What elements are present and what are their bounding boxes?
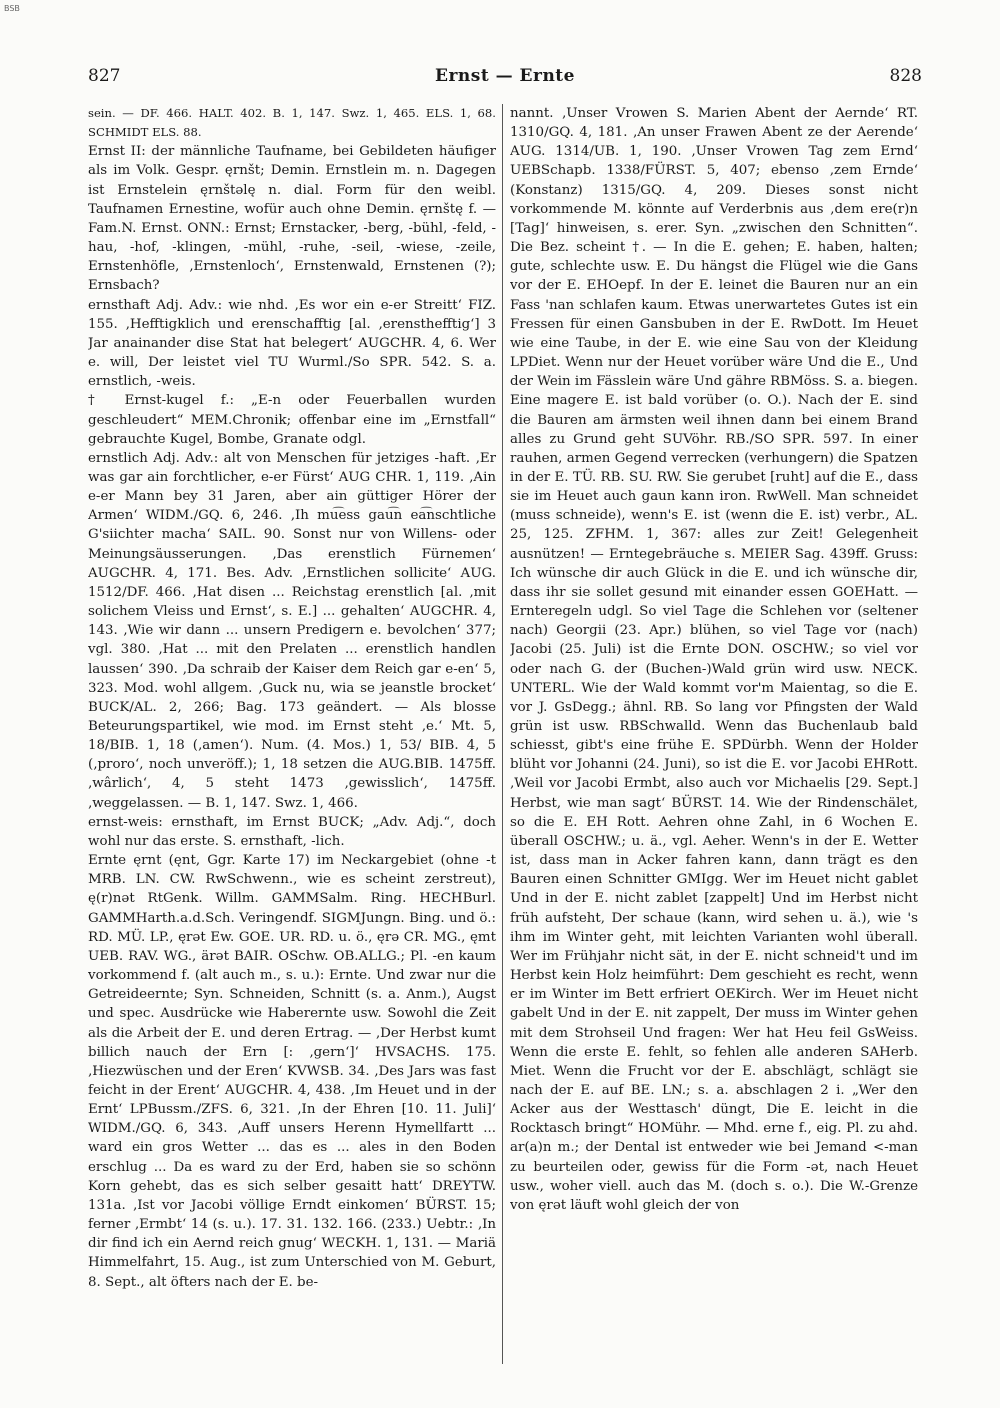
left-column — [88, 104, 496, 1366]
running-headword: Ernst — Ernte — [435, 66, 575, 86]
left-paragraph: ernsthaft Adj. Adv.: wie nhd. ‚Es wor ein e-er Streitt‘ FIZ. 155. ‚Hefftigklich und erenschafftig [al. ‚erensthefftig‘] 3 Jar anainander dise Stat hat belegert‘ AUGCHR. 4, 6. Wer e. will, Der leistet viel TU Wurml./So SPR. 542. S. a. ernstlich, -weis. — [88, 297, 496, 390]
left-paragraph: ernst-weis: ernsthaft, im Ernst BUCK; „Adv. Adj.“, doch wohl nur das erste. S. ernsthaft, -lich. — [88, 814, 496, 849]
column-divider — [502, 104, 503, 1364]
left-paragraph: † Ernst-kugel f.: „E-n oder Feuerballen wurden geschleudert“ MEM.Chronik; offenbar eine im „Ernstfall“ gebrauchte Kugel, Bombe, Granate odgl. — [88, 393, 496, 447]
page-number-right: 828 — [889, 66, 922, 86]
left-paragraph: Ernte ęrnt (ęnt, Ggr. Karte 17) im Neckargebiet (ohne -t MRB. LN. CW. RwSchwenn., wie es scheint zerstreut), ę(r)nət RtGenk. Willm. GAMMSalm. Ring. HECHBurl. GAMMHarth.a.d.Sch. Veringendf. SIGMJungn. Bing. und ö.: RD. MÜ. LP., ęrət Ew. GOE. UR. RD. u. ö., ęrə CR. MG., ęmt UEB. RAV. WG., ärət BAIR. OSchw. OB.ALLG.; Pl. -en kaum vorkommend f. (alt auch m., s. u.): Ernte. Und zwar nur die Getreideernte; Syn. Schneiden, Schnitt (s. a. Anm.), Augst und spec. Ausdrücke wie Haberernte usw. Sowohl die Zeit als die Arbeit der E. und deren Ertrag. — ‚Der Herbst kumt billich nauch der Ern [: ‚gern‘]‘ HVSACHS. 175. ‚Hiezwüschen und der Eren‘ KVWSB. 34. ‚Des Jars was fast feicht in der Erent‘ AUGCHR. 4, 438. ‚Im Heuet und in der Ernt‘ LPBussm./ZFS. 6, 321. ‚In der Ehren [10. 11. Juli]‘ WIDM./GQ. 6, 343. ‚Auff unsers Herenn Hymellfartt ... ward ein gros Wetter ... das es ... ales in den Boden erschlug ... Da es ward zu der Erd, haben sie so schönn Korn gehebt, das es sich selber gesaitt hatt‘ DREYTW. 131a. ‚Ist vor Jacobi völlige Erndt einkomen‘ BÜRST. 15; ferner ‚Ermbt‘ 14 (s. u.). 17. 31. 132. 166. (233.) Uebtr.: ‚In dir find ich ein Aernd reich gnug‘ WECKH. 1, 131. — Mariä Himmelfahrt, 15. Aug., ist zum Unterschied von M. Geburt, 8. Sept., alt öfters nach der E. be- — [88, 853, 496, 1290]
running-head — [88, 66, 922, 90]
library-stamp: BSB — [4, 4, 20, 13]
left-paragraph: Ernst II: der männliche Taufname, bei Gebildeten häufiger als im Volk. Gespr. ęrnšt; Demin. Ernstlein m. n. Dagegen ist Ernstelein ęrnštəlę n. dial. Form für den weibl. Taufnamen Ernestine, wofür auch ohne Demin. ęrnštę f. — Fam.N. Ernst. ONN.: Ernst; Ernstacker, -berg, -bühl, -feld, -hau, -hof, -klingen, -mühl, -ruhe, -seil, -wiese, -zeile, Ernstenhöfle, ‚Ernstenloch‘, Ernstenwald, Ernstenen (?); Ernsbach? — [88, 144, 496, 294]
left-paragraph: ernstlich Adj. Adv.: alt von Menschen für jetziges -haft. ‚Er was gar ain forchtlicher, e-er Fürst‘ AUG CHR. 1, 119. ‚Ain e-er Mann bey 31 Jaren, aber ain güttiger Hörer der Armen‘ WIDM./GQ. 6, 246. ‚Ih mu͡ess gau͡n ea͡nschtliche G'siichter macha‘ SAIL. 90. Sonst nur von Willens- oder Meinungsäusserungen. ‚Das erenstlich Fürnemen‘ AUGCHR. 4, 171. Bes. Adv. ‚Ernstlichen sollicite‘ AUG. 1512/DF. 466. ‚Hat disen ... Reichstag erenstlich [al. ‚mit solichem Vleiss und Ernst‘, s. E.] ... gehalten‘ AUGCHR. 4, 143. ‚Wie wir dann ... unsern Predigern e. bevolchen‘ 377; vgl. 380. ‚Hat ... mit den Prelaten ... erenstlich handlen laussen‘ 390. ‚Da schraib der Kaiser dem Reich gar e-en‘ 5, 323. Mod. wohl allgem. ‚Guck nu, wia se jeanstle brocket‘ BUCK/AL. 2, 266; Bag. 173 geändert. — Als blosse Beteurungspartikel, wie mod. im Ernst steht ‚e.‘ Mt. 5, 18/BIB. 1, 18 (‚amen‘). Num. (4. Mos.) 1, 53/ BIB. 4, 5 (‚proro‘, noch unveröff.); 1, 18 setzen die AUG.BIB. 1475ff. ‚wârlich‘, 4, 5 steht 1473 ‚gewisslich‘, 1475ff. ‚weggelassen. — B. 1, 147. Swz. 1, 466. — [88, 450, 496, 811]
right-paragraph: nannt. ‚Unser Vrowen S. Marien Abent der Aernde‘ RT. 1310/GQ. 4, 181. ‚An unser Frawen Abent ze der Aerende‘ AUG. 1314/UB. 1, 190. ‚Unser Vrowen Tag zem Ernd‘ UEBSchapb. 1338/FÜRST. 5, 407; ebenso ‚zem Ernde‘ (Konstanz) 1315/GQ. 4, 209. Dieses sonst nicht vorkommende M. könnte auf Verderbnis aus ‚dem ere(r)n [Tag]‘ hinweisen, s. erer. Syn. „zwischen den Schnitten“. Die Bez. scheint †. — In die E. gehen; E. haben, halten; gute, schlechte usw. E. Du hängst die Flügel wie die Gans vor der E. EHOepf. In der E. leinet die Bauren nur an ein Fass 'nan schlafen kaum. Etwas unerwartetes Gutes ist ein Fressen für einen Gansbuben in der E. RwDott. Im Heuet wie eine Taube, in der E. wie eine Sau von der Kleidung LPDiet. Wenn nur der Heuet vorüber wäre Und die E., Und der Wein im Fässlein wäre Und gähre RBMöss. S. a. biegen. Eine magere E. ist bald vorüber (o. O.). Nach der E. sind die Bauren am ärmsten weil ihnen dann bei einem Brand alles zu Grund geht SUVöhr. RB./SO SPR. 597. In einer rauhen, armen Gegend verrecken (verhungern) die Spatzen in der E. TÜ. RB. SU. RW. Sie gerubet [ruht] auf die E., dass sie im Heuet auch gaun kann iron. RwWell. Man schneidet (muss schneide), wenn's E. ist (wenn die E. ist) verbr., AL. 25, 125. ZFHM. 1, 367: alles zur Zeit! Gelegenheit ausnützen! — Erntegebräuche s. MEIER Sag. 439ff. Gruss: Ich wünsche dir auch Glück in die E. und ich wünsche dir, dass ihr sie sollet gesund mit einander essen GOEHatt. — Ernteregeln udgl. So viel Tage die Schlehen vor (seltener nach) Georgii (23. Apr.) blühen, so viel Tage vor (nach) Jacobi (25. Juli) ist die Ernte DON. OSCHW.; so viel vor oder nach G. der (Buchen-)Wald grün wird usw. NECK. UNTERL. Wie der Wald kommt vor'm Maientag, so die E. vor J. GsDegg.; ähnl. RB. So lang vor Pfingsten der Wald grün ist usw. RBSchwalld. Wenn das Buchenlaub bald schiesst, gibt's eine frühe E. SPDürbh. Wenn der Holder blüht vor Johanni (24. Juni), so ist die E. vor Jacobi EHRott. ‚Weil vor Jacobi Ermbt, also auch vor Michaelis [29. Sept.] Herbst, wie man sagt‘ BÜRST. 14. Wie der Rindenschälet, so die E. EH Rott. Aehren ohne Zahl, in 6 Wochen E. überall OSCHW.; u. ä., vgl. Aeher. Wenn's in der E. Wetter ist, dass man in Acker fahren kann, dann trägt es den Bauren einen Schnitter GMIgg. Wer im Heuet nicht gablet Und in der E. nicht zablet [zappelt] Und im Herbst nicht früh aufsteht, Der schaue (kann, wird sehen u. ä.), wie 's ihm im Winter geht, mit leichten Varianten wohl überall. Wer im Frühjahr nicht sät, in der E. nicht schneid't und im Herbst kein Holz heimführt: Dem geschieht es recht, wenn er im Winter im Bett erfriert OEKirch. Wer im Heuet nicht gabelt Und in der E. nit zappelt, Der muss im Winter gehen mit dem Strohseil Und fragen: Wer hat Heu feil GsWeiss. Wenn die erste E. fehlt, so fehlen alle anderen SAHerb. Miet. Wenn die Frucht vor der E. abschlägt, schlägt sie nach der E. auf BE. LN.; s. a. abschlagen 2 i. „Wer den Acker aus der Westtasch' düngt, Die E. leicht in die Rocktasch bringt“ HOMühr. — Mhd. erne f., eig. Pl. zu ahd. ar(a)n m.; der Dental ist entweder wie bei Jemand <-man zu beurteilen oder, gewiss für die Form -ət, nach Heuet usw., woher viell. auch das M. (doch s. o.). Die W.-Grenze von ęrət läuft wohl gleich der von — [510, 106, 918, 1213]
left-paragraph: sein. — DF. 466. HALT. 402. B. 1, 147. Swz. 1, 465. ELS. 1, 68. SCHMIDT ELS. 88. — [88, 106, 496, 140]
right-column — [510, 104, 918, 1366]
page-number-left: 827 — [88, 66, 121, 86]
